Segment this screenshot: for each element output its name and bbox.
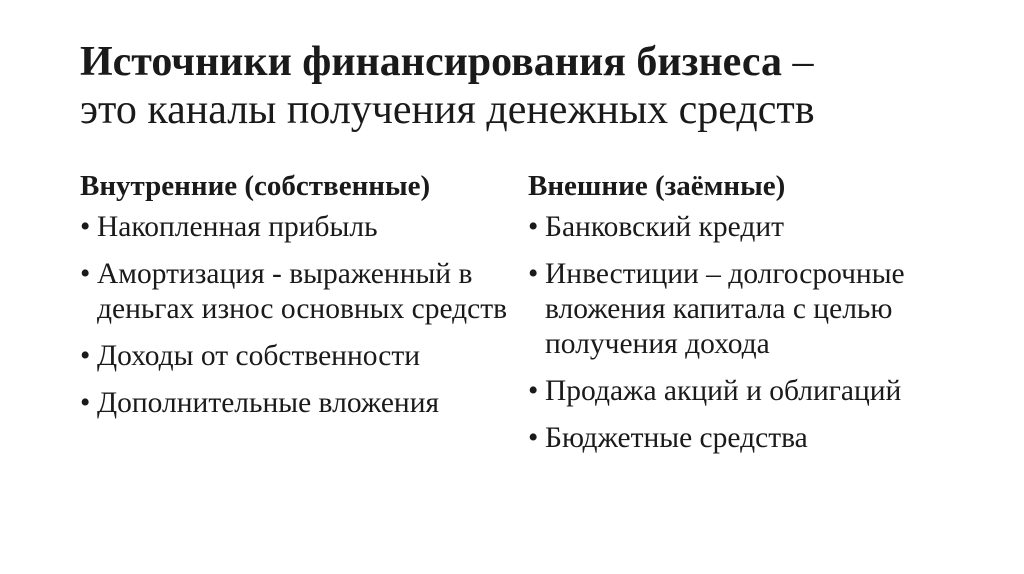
list-item-text: Продажа акций и облигаций — [545, 375, 902, 407]
internal-sources-header: Внутренние (собственные) — [80, 170, 431, 202]
list-item-text: Амортизация - выраженный в деньгах износ основных средств — [97, 258, 508, 325]
list-item — [528, 257, 998, 362]
bullet-icon: • — [528, 375, 539, 407]
list-item-text: Банковский кредит — [545, 211, 785, 243]
bullet-icon: • — [80, 387, 91, 419]
list-item-text: Инвестиции – долгосрочные вложения капитала с целью получения дохода — [545, 258, 905, 360]
list-item — [528, 210, 998, 245]
bullet-icon: • — [80, 340, 91, 372]
list-item — [528, 421, 998, 456]
title-main: Источники финансирования бизнеса — [80, 39, 782, 85]
bullet-icon: • — [80, 211, 91, 243]
bullet-icon: • — [528, 422, 539, 454]
bullet-icon: • — [528, 258, 539, 290]
list-item — [80, 386, 510, 421]
external-sources-header: Внешние (заёмные) — [528, 170, 786, 202]
title-dash: – — [781, 39, 814, 85]
external-sources-column — [528, 168, 998, 468]
list-item-text: Дополнительные вложения — [97, 387, 440, 419]
slide-title — [80, 38, 980, 134]
list-item — [80, 257, 510, 327]
bullet-icon: • — [528, 211, 539, 243]
bullet-icon: • — [80, 258, 91, 290]
list-item — [528, 374, 998, 409]
list-item-text: Доходы от собственности — [97, 340, 421, 372]
list-item — [80, 339, 510, 374]
list-item-text: Накопленная прибыль — [97, 211, 378, 243]
list-item-text: Бюджетные средства — [545, 422, 808, 454]
title-subtitle: это каналы получения денежных средств — [80, 87, 815, 133]
internal-sources-column — [80, 168, 510, 433]
internal-sources-list — [80, 210, 510, 421]
external-sources-list — [528, 210, 998, 456]
list-item — [80, 210, 510, 245]
